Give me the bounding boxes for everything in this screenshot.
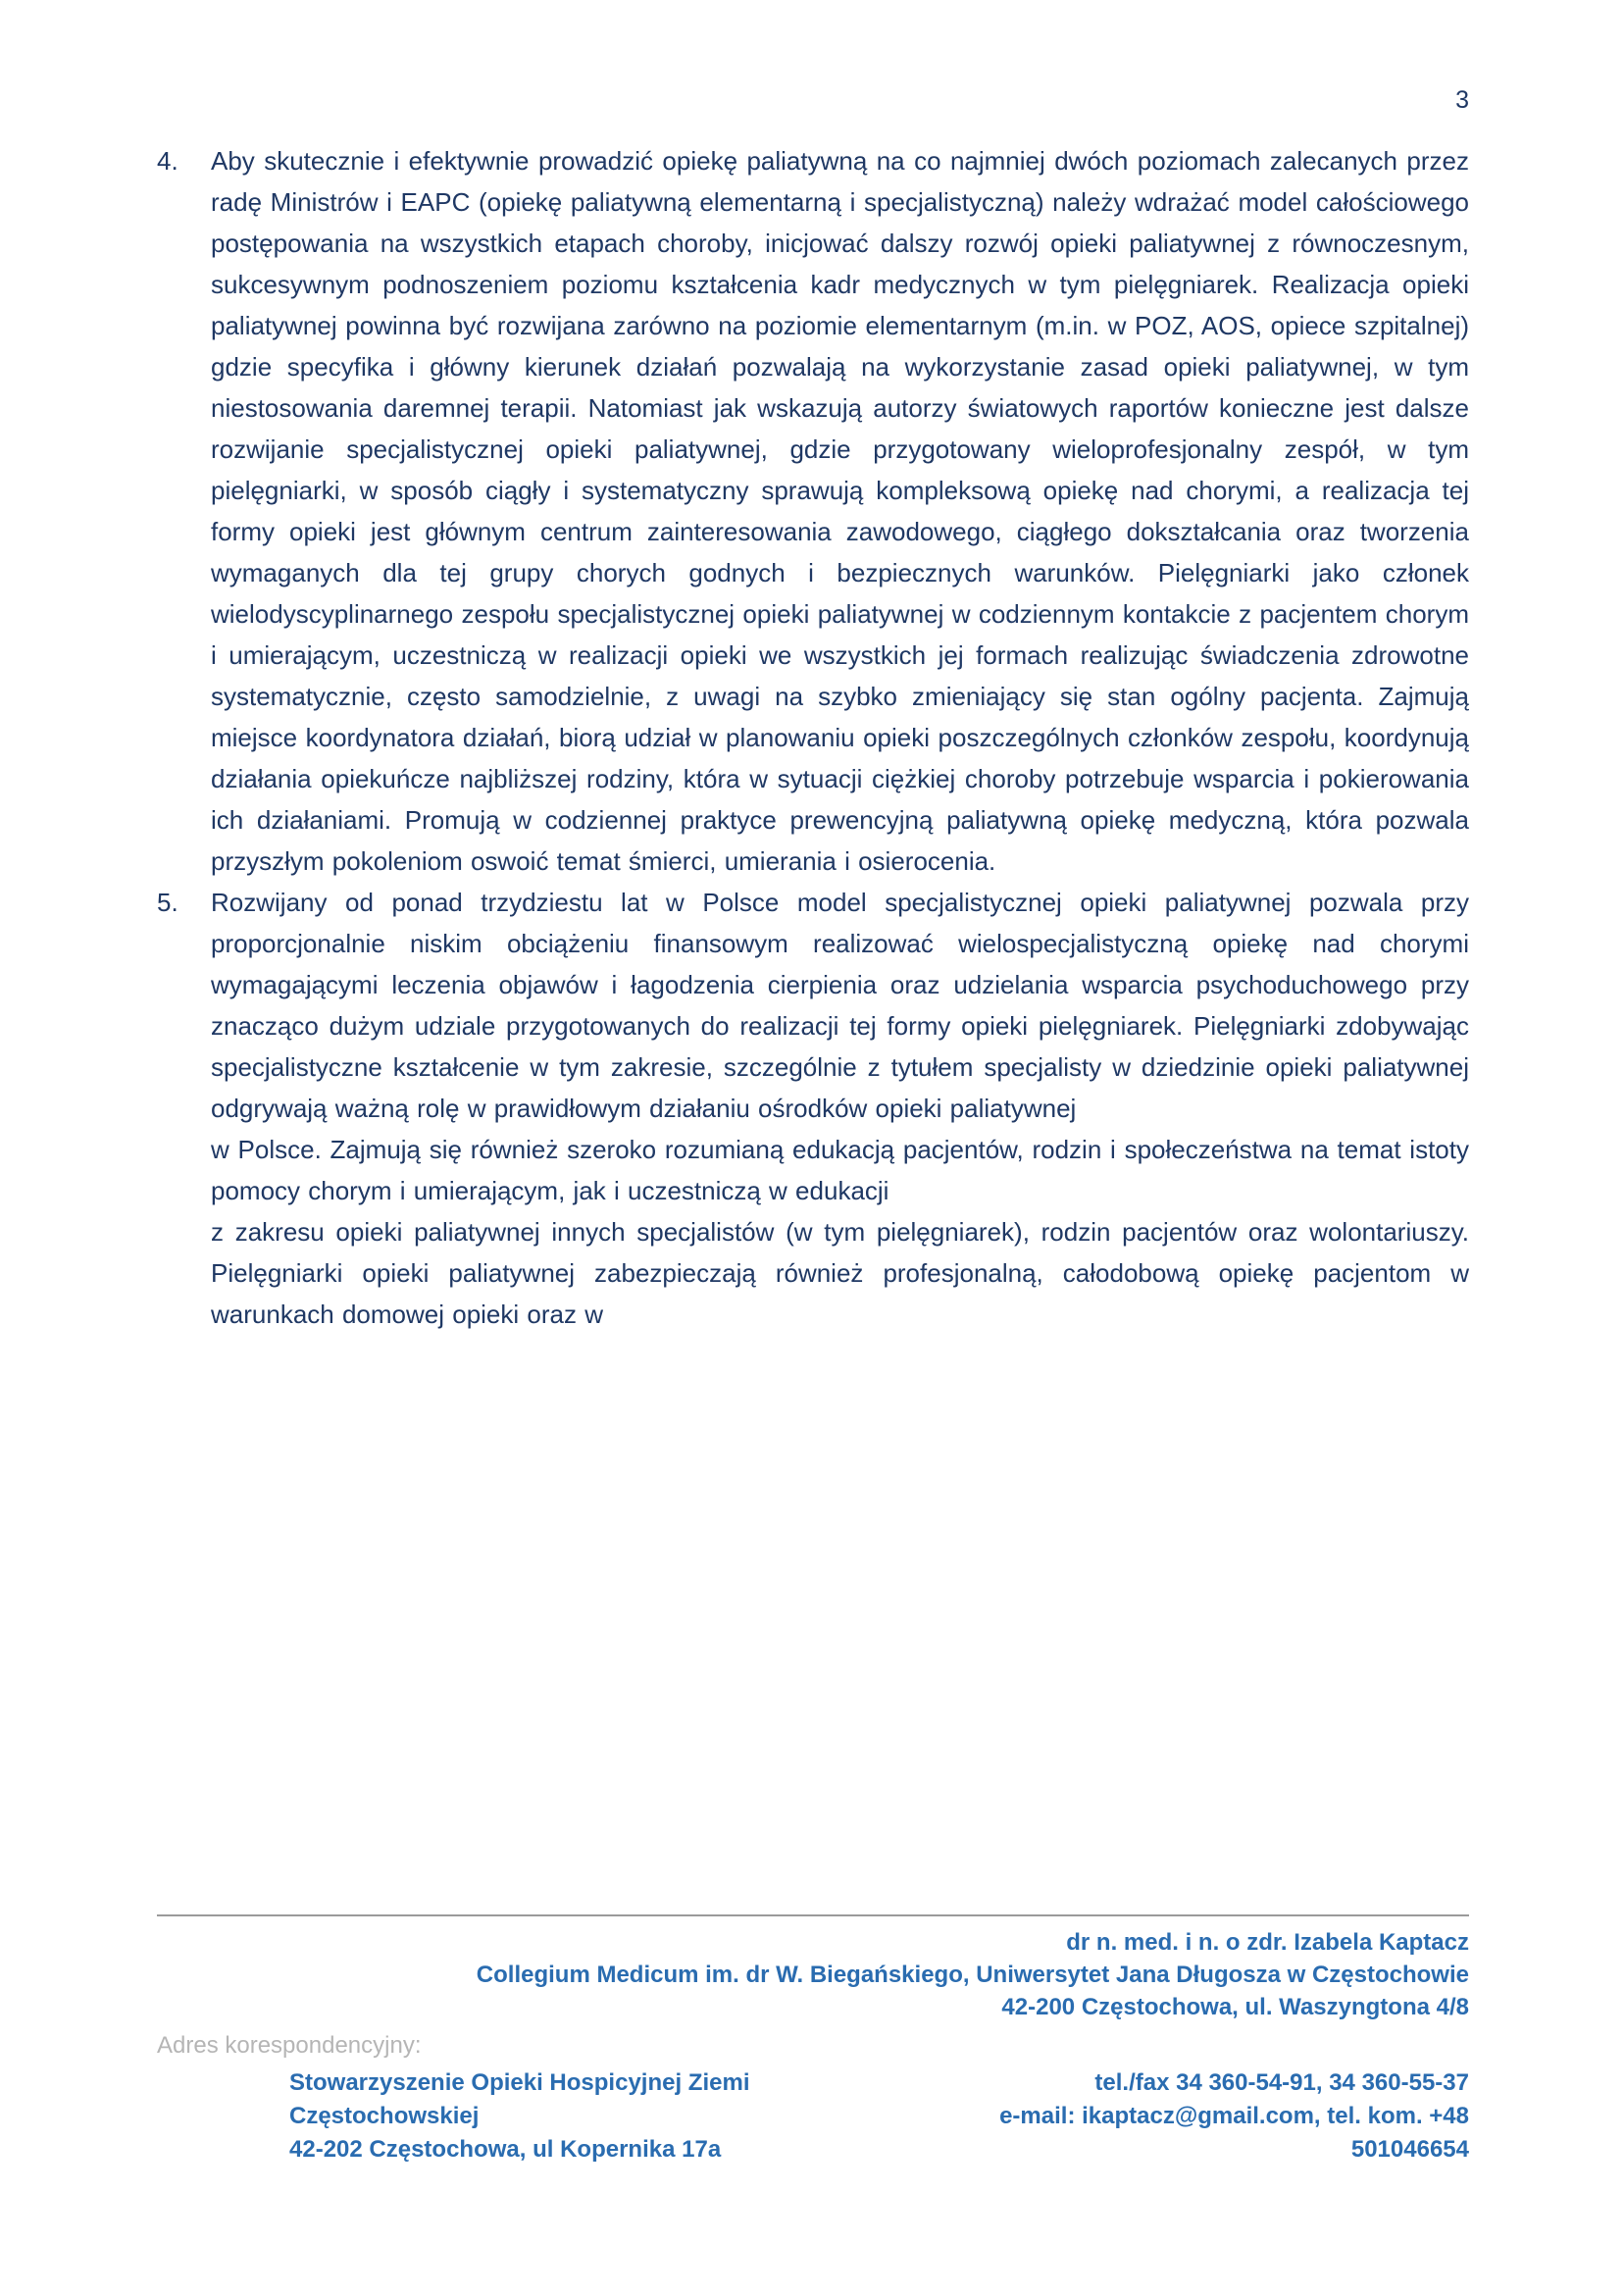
- paragraph-text: Rozwijany od ponad trzydziestu lat w Polsce model specjalistycznej opieki paliatywnej pozwala przy proporcjonalnie niskim obciążeniu finansowym realizować wielospecjalistyczną opiekę nad chorymi wymagającymi leczenia objawów i łagodzenia cierpienia oraz udzielania wsparcia psychoduchowego przy znacząco dużym udziale przygotowanych do realizacji tej formy opieki pielęgniarek. Pielęgniarki zdobywając specjalistyczne kształcenie w tym zakresie, szczególnie z tytułem specjalisty w dziedzinie opieki paliatywnej odgrywają ważną rolę w prawidłowym działaniu ośrodków opieki paliatywnej: [211, 888, 1469, 1123]
- organization-email: e-mail: ikaptacz@gmail.com, tel. kom. +48 501046654: [999, 2103, 1469, 2163]
- signature-block: [157, 1926, 1469, 2023]
- document-body: [157, 140, 1469, 1335]
- organization-address-block: [289, 2066, 909, 2167]
- correspondence-label: Adres korespondencyjny:: [157, 2032, 422, 2059]
- page-number: 3: [1455, 86, 1469, 114]
- paragraph-text: w Polsce. Zajmują się również szeroko rozumianą edukacją pacjentów, rodzin i społeczeństwa na temat istoty pomocy chorym i umierającym, jak i uczestniczą w edukacji: [211, 1135, 1469, 1205]
- signature-name: dr n. med. i n. o zdr. Izabela Kaptacz: [1066, 1929, 1469, 1956]
- list-item-text: [211, 140, 1469, 882]
- paragraph-text: z zakresu opieki paliatywnej innych specjalistów (w tym pielęgniarek), rodzin pacjentów oraz wolontariuszy. Pielęgniarki opieki paliatywnej zabezpieczają również profesjonalną, całodobową opiekę pacjentom w warunkach domowej opieki oraz w: [211, 1217, 1469, 1329]
- paragraph-text: Aby skutecznie i efektywnie prowadzić opiekę paliatywną na co najmniej dwóch poziomach zalecanych przez radę Ministrów i EAPC (opiekę paliatywną elementarną i specjalistyczną) należy wdrażać model całościowego postępowania na wszystkich etapach choroby, inicjować dalszy rozwój opieki paliatywnej z równoczesnym, sukcesywnym podnoszeniem poziomu kształcenia kadr medycznych w tym pielęgniarek. Realizacja opieki paliatywnej powinna być rozwijana zarówno na poziomie elementarnym (m.in. w POZ, AOS, opiece szpitalnej) gdzie specyfika i główny kierunek działań pozwalają na wykorzystanie zasad opieki paliatywnej, w tym niestosowania daremnej terapii. Natomiast jak wskazują autorzy światowych raportów konieczne jest dalsze rozwijanie specjalistycznej opieki paliatywnej, gdzie przygotowany wieloprofesjonalny zespół, w tym pielęgniarki, w sposób ciągły i systematyczny sprawują kompleksową opiekę nad chorymi, a realizacja tej formy opieki jest głównym centrum zainteresowania zawodowego, ciągłego dokształcania oraz tworzenia wymaganych dla tej grupy chorych godnych i bezpiecznych warunków. Pielęgniarki jako członek wielodyscyplinarnego zespołu specjalistycznej opieki paliatywnej w codziennym kontakcie z pacjentem chorym i umierającym, uczestniczą w realizacji opieki we wszystkich jej formach realizując świadczenia zdrowotne systematycznie, często samodzielnie, z uwagi na szybko zmieniający się stan ogólny pacjenta. Zajmują miejsce koordynatora działań, biorą udział w planowaniu opieki poszczególnych członków zespołu, koordynują działania opiekuńcze najbliższej rodziny, która w sytuacji ciężkiej choroby potrzebuje wsparcia i pokierowania ich działaniami. Promują w codziennej praktyce prewencyjną paliatywną opiekę medyczną, która pozwala przyszłym pokoleniom oswoić temat śmierci, umierania i osierocenia.: [211, 146, 1469, 876]
- signature-address: 42-200 Częstochowa, ul. Waszyngtona 4/8: [1001, 1994, 1469, 2020]
- list-item-text: [211, 882, 1469, 1335]
- organization-phone: tel./fax 34 360-54-91, 34 360-55-37: [1094, 2069, 1469, 2096]
- organization-name: Stowarzyszenie Opieki Hospicyjnej Ziemi Częstochowskiej: [289, 2069, 750, 2129]
- page-footer: [157, 1914, 1469, 2167]
- organization-contact-row: [157, 2066, 1469, 2167]
- footer-divider: [157, 1914, 1469, 1916]
- list-item-5: [157, 882, 1469, 1335]
- signature-affiliation: Collegium Medicum im. dr W. Biegańskiego, Uniwersytet Jana Długosza w Częstochowie: [476, 1962, 1469, 1988]
- list-marker: 5.: [157, 888, 178, 917]
- organization-address: 42-202 Częstochowa, ul Kopernika 17a: [289, 2136, 722, 2163]
- list-marker: 4.: [157, 146, 178, 176]
- list-item-4: [157, 140, 1469, 882]
- organization-phone-email-block: [909, 2066, 1469, 2167]
